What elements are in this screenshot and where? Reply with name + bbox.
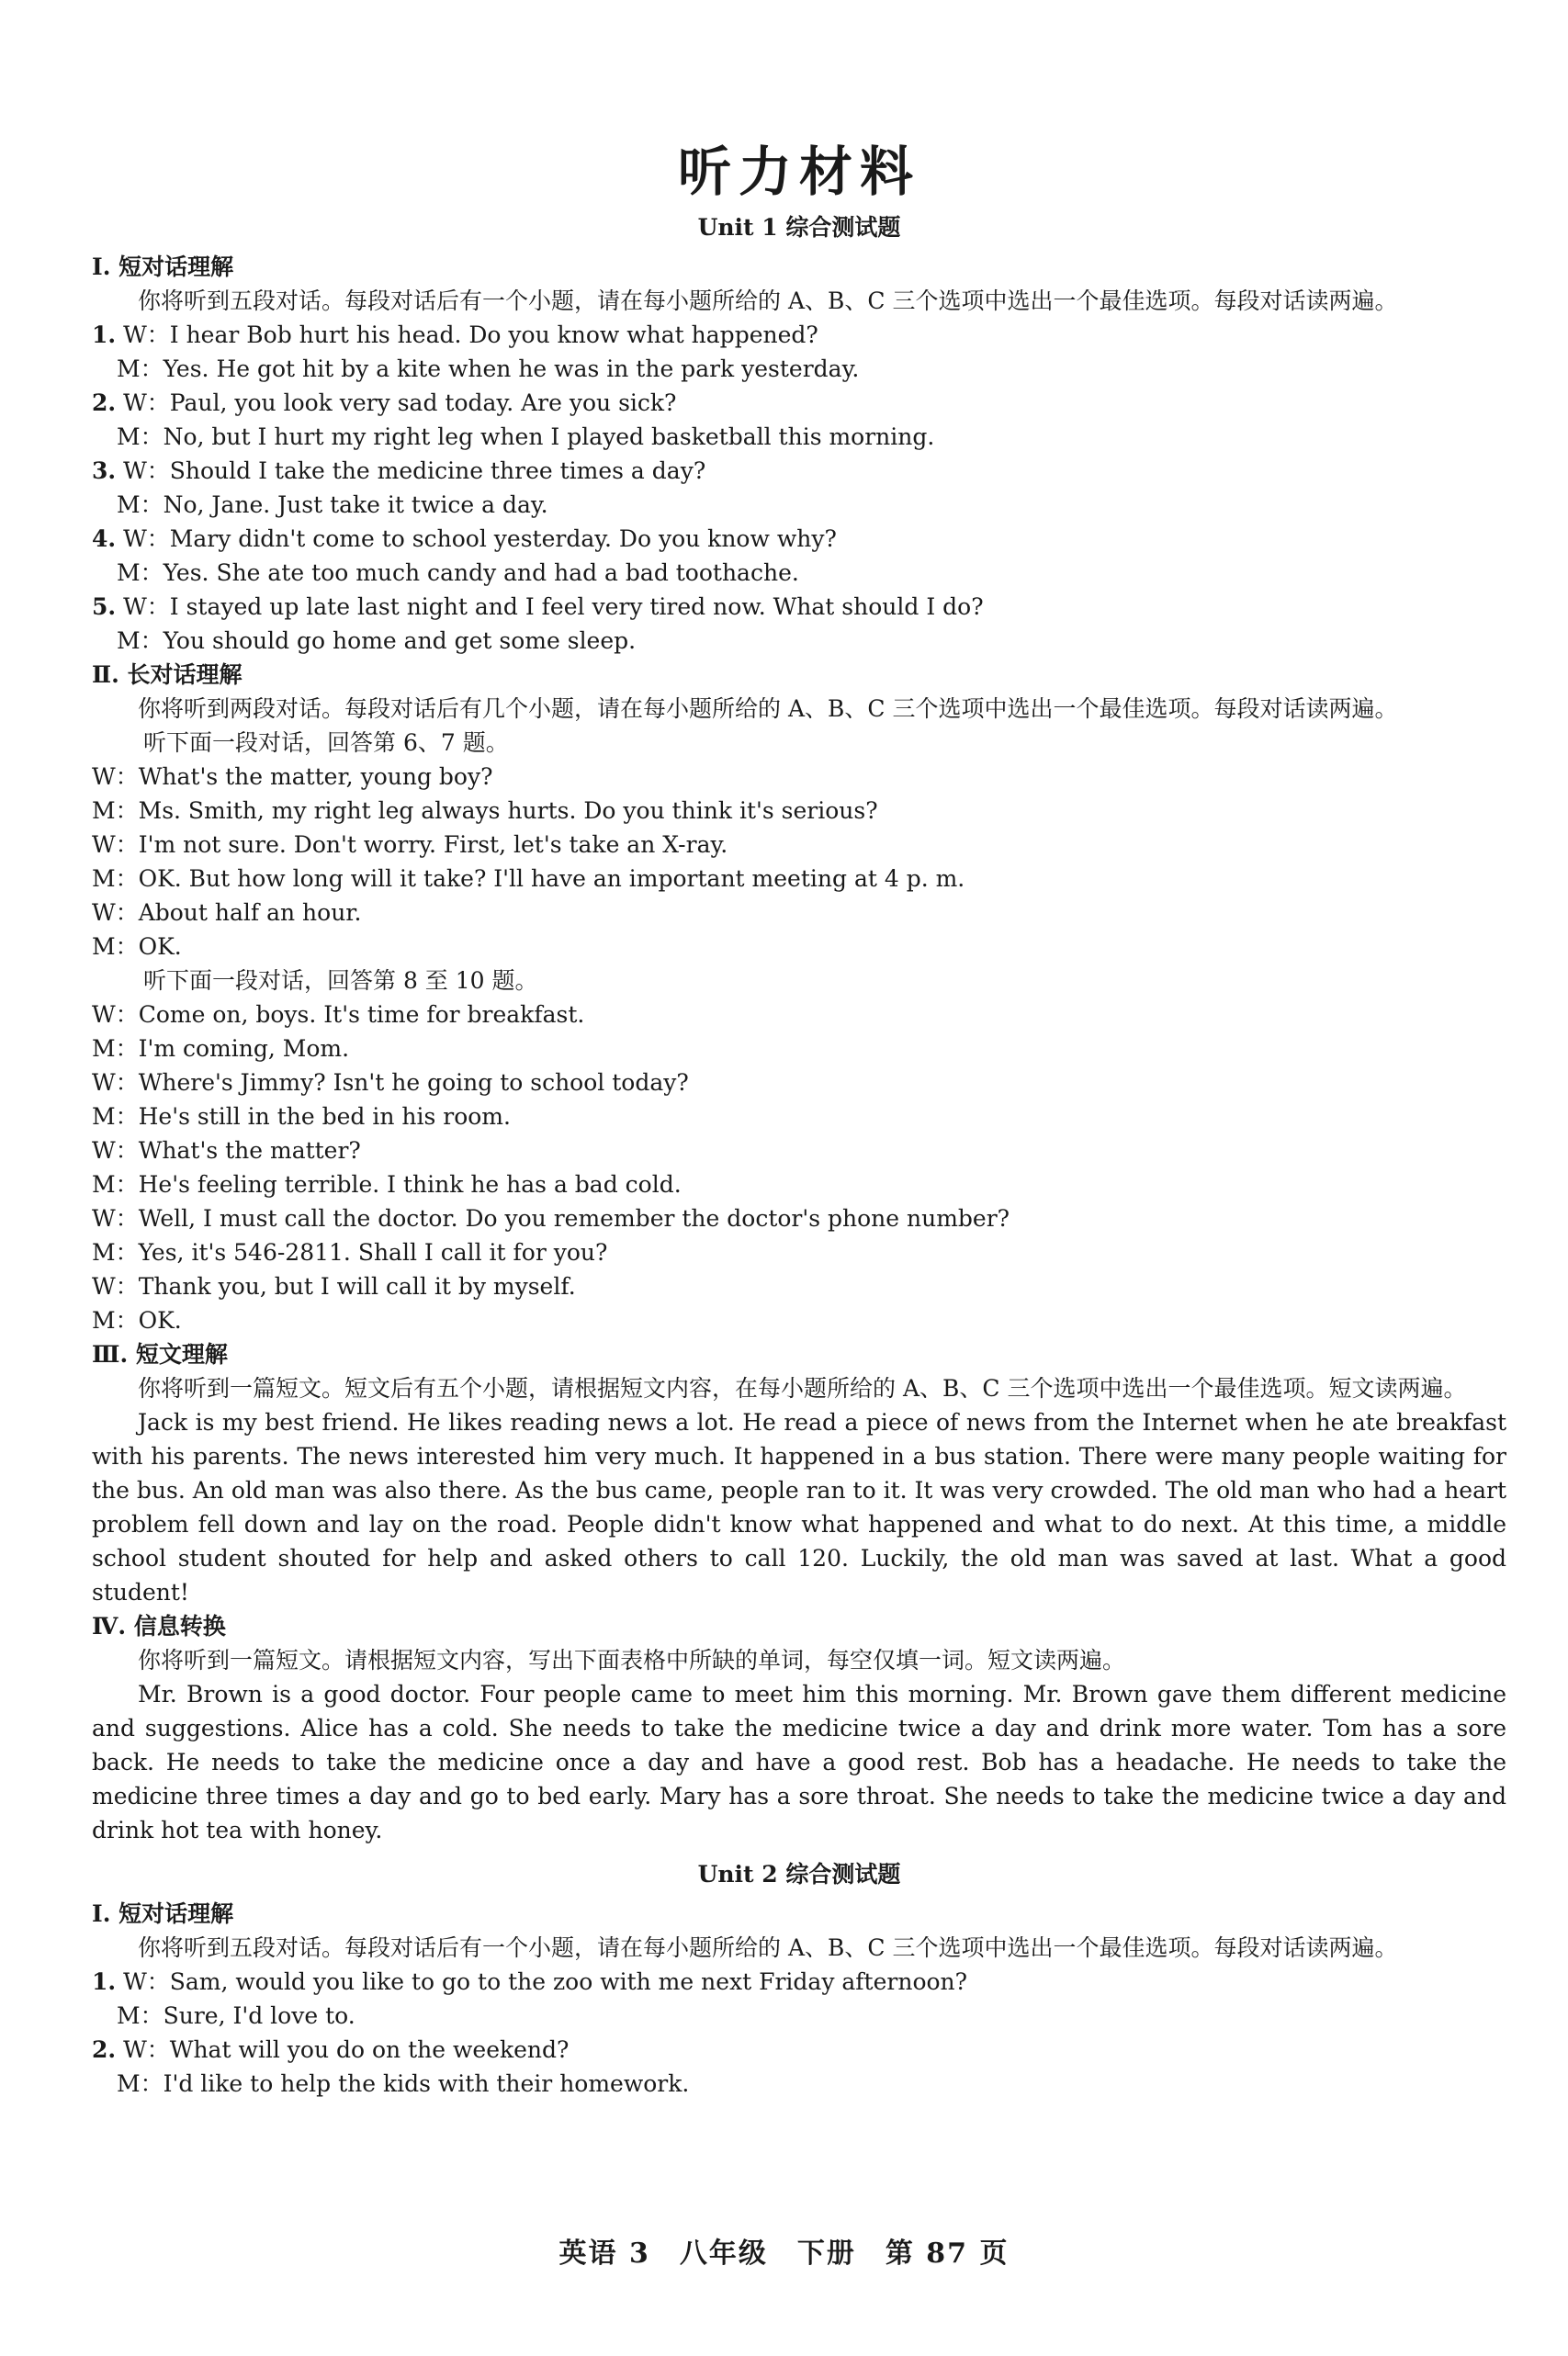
u1-sec1-dialogue-1	[92, 318, 1506, 386]
u2-sec1-dialogue-1	[92, 1965, 1506, 2033]
u1-sec1-heading: Ⅰ. 短对话理解	[92, 254, 234, 280]
unit1-heading: Unit 1 综合测试题	[697, 214, 901, 241]
woman-line: W：Sam, would you like to go to the zoo with me next Friday afternoon?	[123, 1968, 968, 1995]
u1-sec3-heading: Ⅲ. 短文理解	[92, 1341, 228, 1368]
dialogue-line: W：What's the matter?	[92, 1137, 361, 1164]
dialogue-line: W：Come on, boys. It's time for breakfast.	[92, 1001, 585, 1028]
u1-sec2-heading: Ⅱ. 长对话理解	[92, 661, 243, 688]
man-line: M：Yes. He got hit by a kite when he was in the park yesterday.	[117, 355, 860, 382]
u1-sec1-dialogue-4	[92, 522, 1506, 590]
dialogue-line: M：OK.	[92, 1307, 182, 1334]
question-number: 3.	[92, 457, 117, 484]
u1-sec4-instructions: 你将听到一篇短文。请根据短文内容，写出下面表格中所缺的单词，每空仅填一词。短文读两遍。	[138, 1647, 1126, 1674]
woman-line: W：Mary didn't come to school yesterday. Do you know why?	[123, 525, 837, 552]
question-number: 2.	[92, 389, 117, 416]
u1-sec2-sub-prompt-1: 听下面一段对话，回答第 6、7 题。	[143, 729, 509, 756]
question-number: 2.	[92, 2036, 117, 2063]
dialogue-line: W：About half an hour.	[92, 899, 362, 926]
page-title: 听力材料	[677, 141, 920, 203]
dialogue-line: M：He's still in the bed in his room.	[92, 1103, 511, 1130]
man-line: M：I'd like to help the kids with their homework.	[117, 2070, 690, 2097]
man-line: M：Yes. She ate too much candy and had a bad toothache.	[117, 559, 799, 586]
u1-sec3-passage: Jack is my best friend. He likes reading news a lot. He read a piece of news from the Internet when he ate breakfast with his parents. The news interested him very much. It happened in a bus station. There were many people waiting for the bus. An old man was also there. As the bus came, people ran to it. It was very crowded. The old man who had a heart problem fell down and lay on the road. People didn't know what happened and what to do next. At this time, a middle school student shouted for help and asked others to call 120. Luckily, the old man was saved at last. What a good student!	[92, 1409, 1506, 1606]
question-number: 5.	[92, 593, 117, 620]
unit2-heading: Unit 2 综合测试题	[697, 1861, 901, 1888]
u2-sec1-heading: Ⅰ. 短对话理解	[92, 1900, 234, 1927]
dialogue-line: M：He's feeling terrible. I think he has a bad cold.	[92, 1171, 682, 1198]
man-line: M：Sure, I'd love to.	[117, 2002, 355, 2029]
u1-sec1-instructions: 你将听到五段对话。每段对话后有一个小题，请在每小题所给的 A、B、C 三个选项中选出一个最佳选项。每段对话读两遍。	[138, 287, 1398, 314]
u1-sec1-dialogue-2	[92, 386, 1506, 454]
woman-line: W：What will you do on the weekend?	[123, 2036, 570, 2063]
dialogue-line: W：Well, I must call the doctor. Do you remember the doctor's phone number?	[92, 1205, 1010, 1232]
dialogue-line: W：I'm not sure. Don't worry. First, let's take an X-ray.	[92, 831, 728, 858]
u1-sec1-dialogue-3	[92, 454, 1506, 522]
dialogue-line: M：OK. But how long will it take? I'll have an important meeting at 4 p. m.	[92, 865, 965, 892]
question-number: 1.	[92, 321, 117, 348]
u1-sec3-instructions: 你将听到一篇短文。短文后有五个小题，请根据短文内容，在每小题所给的 A、B、C 三个选项中选出一个最佳选项。短文读两遍。	[138, 1375, 1467, 1402]
question-number: 4.	[92, 525, 117, 552]
man-line: M：No, Jane. Just take it twice a day.	[117, 491, 548, 518]
page-footer: 英语 3 八年级 下册 第 87 页	[558, 2238, 1010, 2270]
dialogue-line: W：Thank you, but I will call it by myself.	[92, 1273, 576, 1300]
dialogue-line: M：Ms. Smith, my right leg always hurts. Do you think it's serious?	[92, 797, 878, 824]
u2-sec1-instructions: 你将听到五段对话。每段对话后有一个小题，请在每小题所给的 A、B、C 三个选项中选出一个最佳选项。每段对话读两遍。	[138, 1934, 1398, 1961]
listening-material-page	[92, 129, 1506, 2101]
u1-sec2-sub-prompt-2: 听下面一段对话，回答第 8 至 10 题。	[143, 967, 538, 994]
dialogue-line: M：Yes, it's 546-2811. Shall I call it for you?	[92, 1239, 608, 1266]
u1-sec2-instructions: 你将听到两段对话。每段对话后有几个小题，请在每小题所给的 A、B、C 三个选项中选出一个最佳选项。每段对话读两遍。	[138, 695, 1398, 722]
dialogue-line: M：OK.	[92, 933, 182, 960]
u1-sec1-dialogue-5	[92, 590, 1506, 658]
question-number: 1.	[92, 1968, 117, 1995]
woman-line: W：I hear Bob hurt his head. Do you know what happened?	[123, 321, 818, 348]
dialogue-line: W：Where's Jimmy? Isn't he going to school today?	[92, 1069, 689, 1096]
man-line: M：No, but I hurt my right leg when I played basketball this morning.	[117, 423, 935, 450]
man-line: M：You should go home and get some sleep.	[117, 627, 637, 654]
dialogue-line: W：What's the matter, young boy?	[92, 763, 493, 790]
u1-sec4-heading: Ⅳ. 信息转换	[92, 1613, 226, 1640]
u2-sec1-dialogue-2	[92, 2033, 1506, 2101]
u1-sec4-passage: Mr. Brown is a good doctor. Four people came to meet him this morning. Mr. Brown gave them different medicine and suggestions. Alice has a cold. She needs to take the medicine twice a day and drink more water. Tom has a sore back. He needs to take the medicine once a day and have a good rest. Bob has a headache. He needs to take the medicine three times a day and go to bed early. Mary has a sore throat. She needs to take the medicine twice a day and drink hot tea with honey.	[92, 1681, 1506, 1843]
woman-line: W：I stayed up late last night and I feel very tired now. What should I do?	[123, 593, 984, 620]
woman-line: W：Should I take the medicine three times a day?	[123, 457, 706, 484]
dialogue-line: M：I'm coming, Mom.	[92, 1035, 350, 1062]
woman-line: W：Paul, you look very sad today. Are you sick?	[123, 389, 677, 416]
